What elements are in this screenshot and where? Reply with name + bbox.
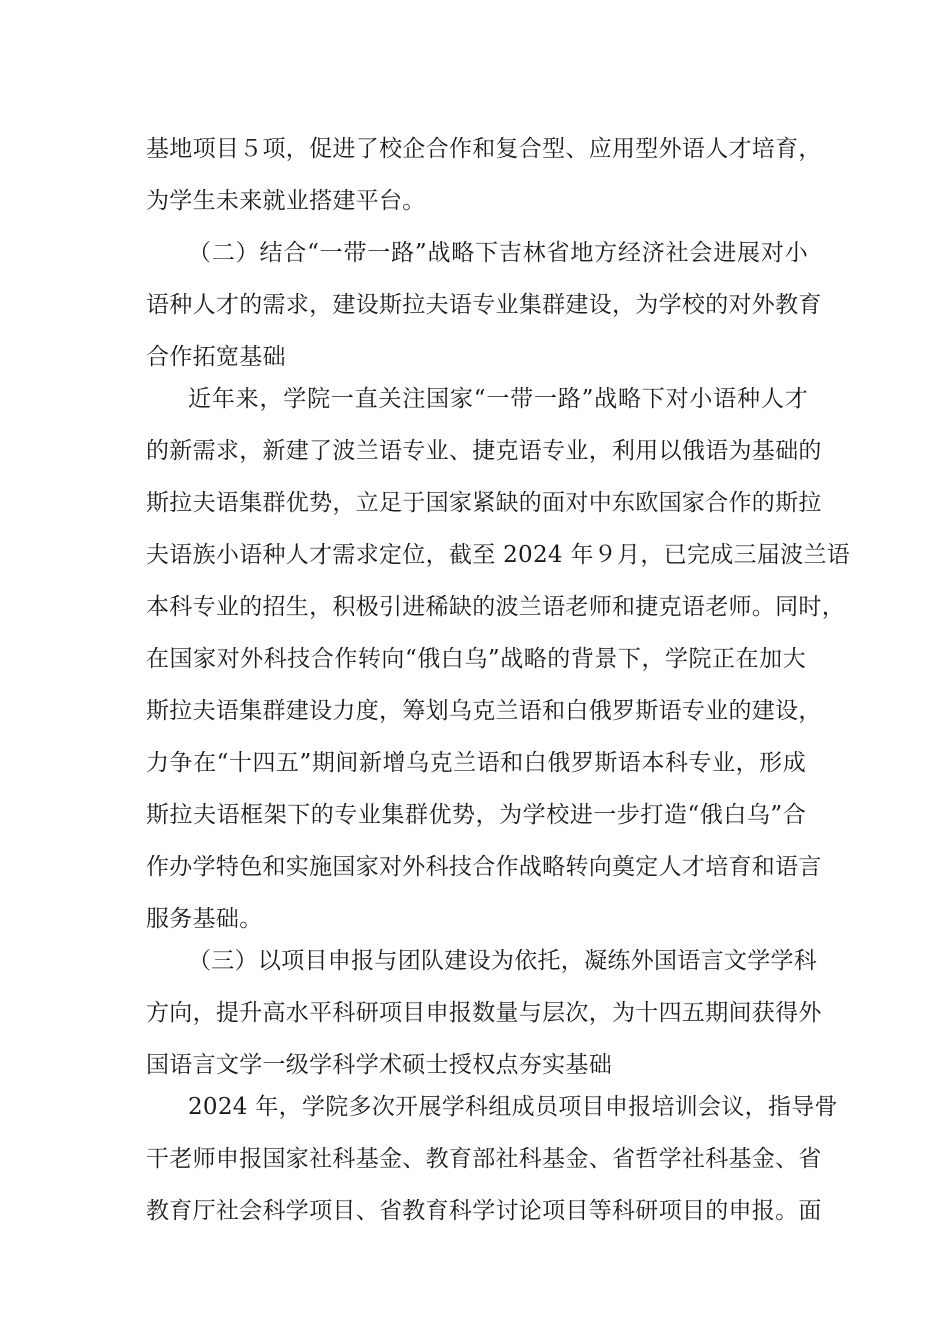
text-line: 的新需求，新建了波兰语专业、捷克语专业，利用以俄语为基础的 xyxy=(146,438,822,464)
text-line: 在国家对外科技合作转向“俄白乌”战略的背景下，学院正在加大 xyxy=(146,646,806,672)
text-line: 作办学特色和实施国家对外科技合作战略转向奠定人才培育和语言 xyxy=(146,854,822,880)
section-heading-line: 合作拓宽基础 xyxy=(146,344,286,370)
text-line: 斯拉夫语集群建设力度，筹划乌克兰语和白俄罗斯语专业的建设， xyxy=(146,698,822,724)
text-line: 教育厅社会科学项目、省教育科学讨论项目等科研项目的申报。面 xyxy=(146,1198,822,1224)
text-line: 基地项目５项，促进了校企合作和复合型、应用型外语人才培育， xyxy=(146,136,822,162)
section-heading-line: 语种人才的需求，建设斯拉夫语专业集群建设，为学校的对外教育 xyxy=(146,292,822,318)
section-heading-line: （二）结合“一带一路”战略下吉林省地方经济社会进展对小 xyxy=(188,240,808,266)
text-line: 夫语族小语种人才需求定位，截至 2024 年９月，已完成三届波兰语 xyxy=(146,542,851,568)
text-line: 服务基础。 xyxy=(146,906,263,932)
section-heading-line: （三）以项目申报与团队建设为依托，凝练外国语言文学学科 xyxy=(188,948,818,974)
text-line: 斯拉夫语框架下的专业集群优势，为学校进一步打造“俄白乌”合 xyxy=(146,802,806,828)
text-line: 2024 年，学院多次开展学科组成员项目申报培训会议，指导骨 xyxy=(188,1094,838,1120)
text-line: 近年来，学院一直关注国家“一带一路”战略下对小语种人才 xyxy=(188,386,808,412)
text-line: 力争在“十四五”期间新增乌克兰语和白俄罗斯语本科专业，形成 xyxy=(146,750,806,776)
text-line: 斯拉夫语集群优势，立足于国家紧缺的面对中东欧国家合作的斯拉 xyxy=(146,490,822,516)
text-line: 为学生未来就业搭建平台。 xyxy=(146,188,426,214)
text-line: 干老师申报国家社科基金、教育部社科基金、省哲学社科基金、省 xyxy=(146,1146,822,1172)
section-heading-line: 国语言文学一级学科学术硕士授权点夯实基础 xyxy=(146,1052,612,1078)
text-line: 本科专业的招生，积极引进稀缺的波兰语老师和捷克语老师。同时， xyxy=(146,594,845,620)
section-heading-line: 方向，提升高水平科研项目申报数量与层次，为十四五期间获得外 xyxy=(146,1000,822,1026)
